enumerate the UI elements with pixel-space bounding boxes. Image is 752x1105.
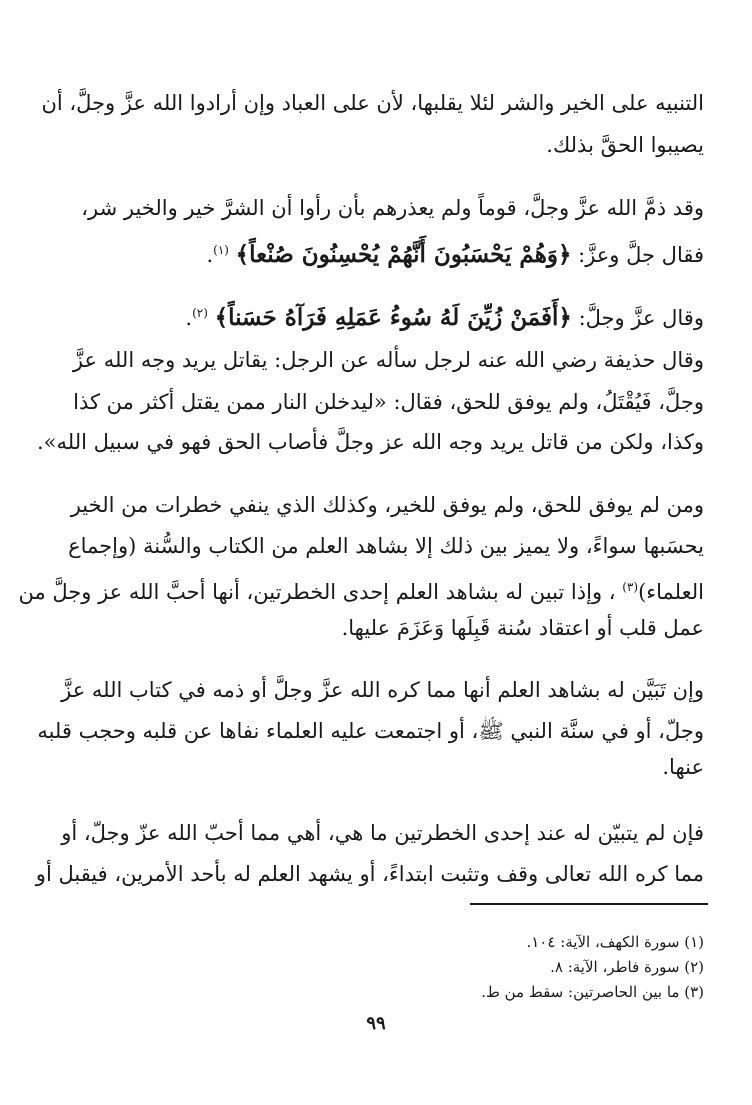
footnote-ref: (٢) bbox=[192, 306, 208, 320]
ref-line-suffix: ، وإذا تبين له بشاهد العلم إحدى الخطرتين، أنها أحبَّ الله عز وجلَّ من bbox=[18, 580, 616, 604]
paragraph-5-line-3 bbox=[18, 572, 704, 607]
footnote-2: (٢) سورة فاطر، الآية: ٨. bbox=[550, 958, 704, 976]
footnote-ref: (٣) bbox=[622, 580, 639, 594]
paragraph-2-line-1: وقد ذمَّ الله عزَّ وجلَّ، قوماً ولم يعذرهم بأن رأوا أن الشرَّ خير والخير شر، bbox=[81, 196, 704, 220]
paragraph-6-line-1: وإن تَبَيَّن له بشاهد العلم أنها مما كره الله عزَّ وجلَّ أو ذمه في كتاب الله عزَّ bbox=[61, 678, 704, 702]
footnote-ref: (١) bbox=[213, 243, 229, 257]
paragraph-1-line-2: يصيبوا الحقَّ بذلك. bbox=[546, 133, 704, 157]
paragraph-5-line-2: يحسَبها سواءً، ولا يميز بين ذلك إلا بشاهد العلم من الكتاب والسُّنة (وإجماع bbox=[68, 534, 704, 558]
footnote-1: (١) سورة الكهف، الآية: ١٠٤. bbox=[526, 933, 704, 951]
quran-verse: ﴿أَفَمَنْ زُيِّنَ لَهُ سُوءُ عَمَلِهِ فَرَآهُ حَسَناً﴾ bbox=[214, 304, 572, 331]
paragraph-6-line-3: عنها. bbox=[662, 755, 704, 779]
paragraph-3-verse-line bbox=[96, 298, 704, 333]
footnote-3: (٣) ما بين الحاصرتين: سقط من ط. bbox=[481, 983, 704, 1001]
verse-intro: وقال عزَّ وجلَّ: bbox=[571, 306, 704, 330]
paragraph-5-line-4: عمل قلب أو اعتقاد سُنة قَبِلَها وَعَزَمَ عليها. bbox=[341, 616, 704, 640]
footnote-divider bbox=[470, 903, 708, 905]
ref-line-prefix: العلماء) bbox=[638, 580, 704, 604]
paragraph-4-line-1: وقال حذيفة رضي الله عنه لرجل سأله عن الرجل: يقاتل يريد وجه الله عزَّ bbox=[72, 348, 704, 372]
paragraph-2-verse-line bbox=[96, 235, 704, 270]
paragraph-1-line-1: التنبيه على الخير والشر لئلا يقلبها، لأن على العباد وإن أرادوا الله عزَّ وجلَّ، أن bbox=[41, 91, 704, 115]
page-number: ٩٩ bbox=[366, 1013, 386, 1034]
verse-end: . bbox=[206, 243, 214, 267]
quran-verse: ﴿وَهُمْ يَحْسَبُونَ أَنَّهُمْ يُحْسِنُونَ صُنْعاً﴾ bbox=[235, 241, 572, 268]
paragraph-6-line-2: وجلّ، أو في سنَّة النبي ﷺ، أو اجتمعت عليه العلماء نفاها عن قلبه وحجب قلبه bbox=[37, 719, 704, 743]
paragraph-7-line-2: مما كره الله تعالى وقف وتثبت ابتداءً، أو يشهد العلم له بأحد الأمرين، فيقبل أو bbox=[35, 862, 704, 886]
verse-intro: فقال جلَّ وعزَّ: bbox=[571, 243, 704, 267]
verse-end: . bbox=[185, 306, 193, 330]
paragraph-7-line-1: فإن لم يتبيّن له عند إحدى الخطرتين ما هي، أهي مما أحبّ الله عزّ وجلّ، أو bbox=[61, 821, 704, 845]
paragraph-4-line-2: وجلَّ، فَيُقْتَلُ، ولم يوفق للحق، فقال: «ليدخلن النار ممن يقتل أكثر من كذا bbox=[73, 390, 704, 414]
paragraph-4-line-3: وكذا، ولكن من قاتل يريد وجه الله عز وجلَّ فأصاب الحق فهو في سبيل الله». bbox=[36, 430, 704, 454]
paragraph-5-line-1: ومن لم يوفق للحق، ولم يوفق للخير، وكذلك الذي ينفي خطرات من الخير bbox=[70, 493, 704, 517]
